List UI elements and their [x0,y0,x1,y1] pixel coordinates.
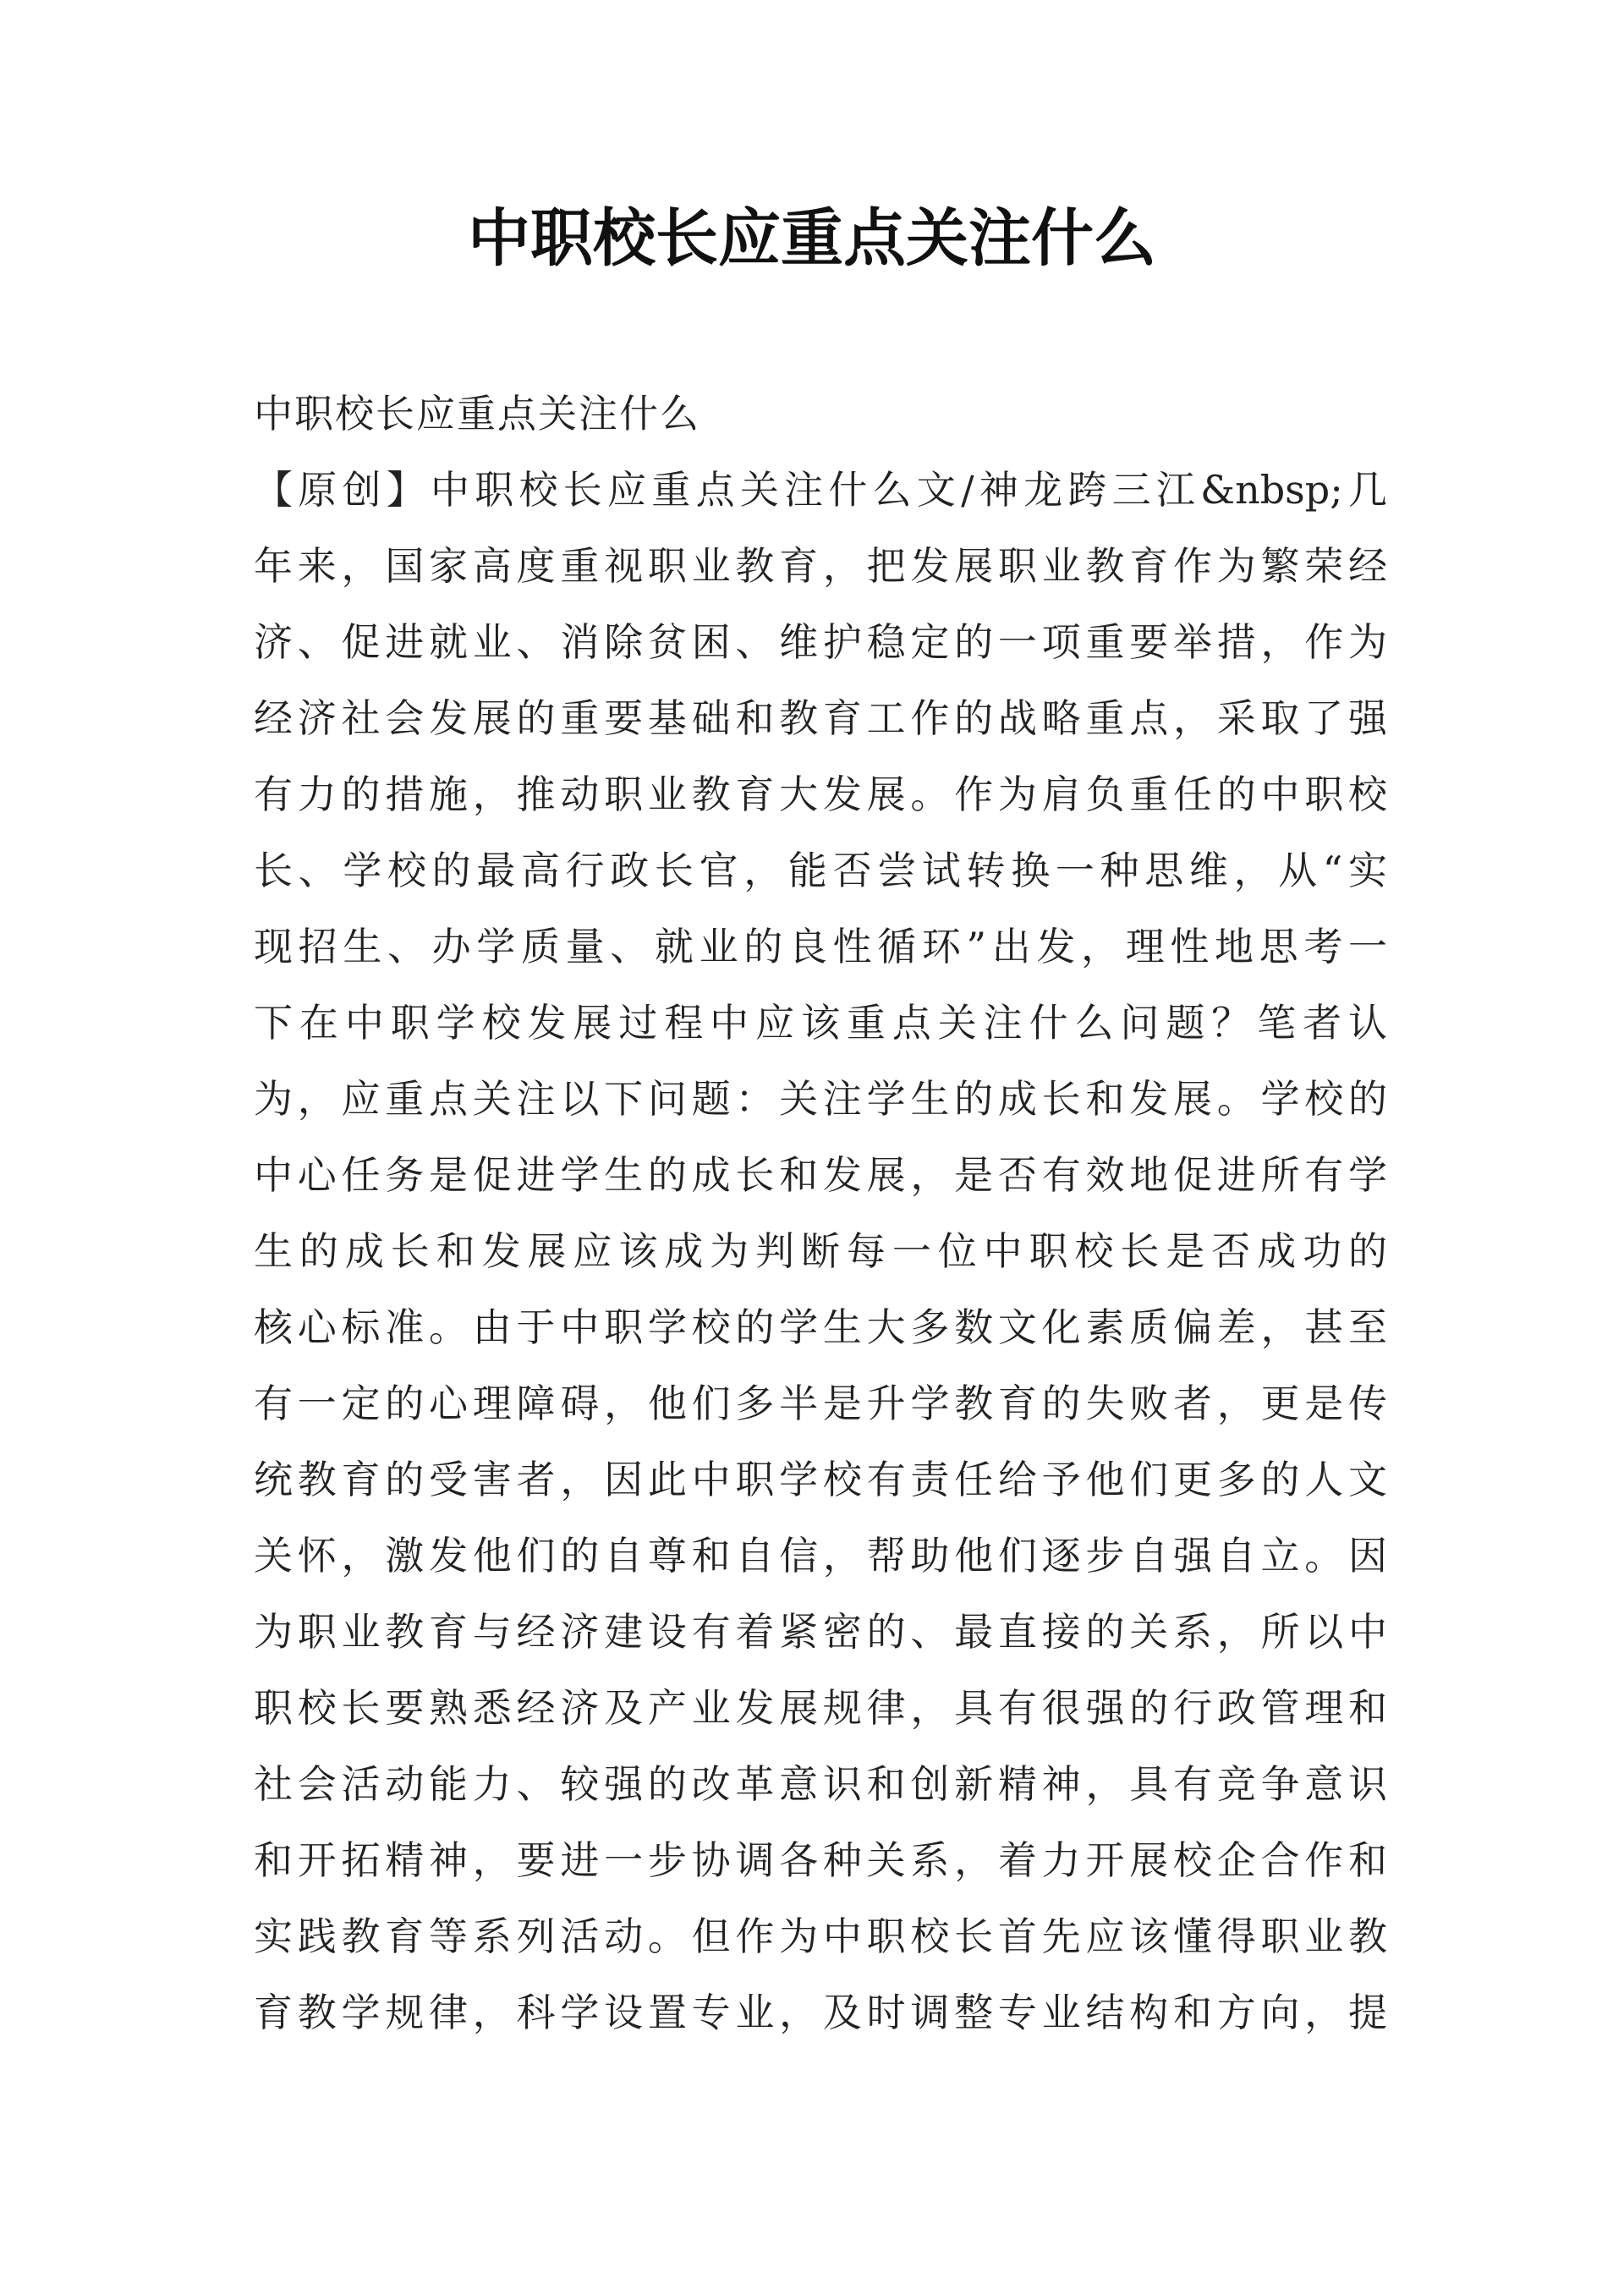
body-line: 济、促进就业、消除贫困、维护稳定的一项重要举措，作为 [254,619,1387,665]
body-line: 和开拓精神，要进一步协调各种关系，着力开展校企合作和 [254,1837,1387,1883]
document-subtitle: 中职校长应重点关注什么 [254,391,700,436]
body-line: 关怀，激发他们的自尊和自信，帮助他们逐步自强自立。因 [254,1533,1387,1578]
body-line: 长、学校的最高行政长官，能否尝试转换一种思维，从“实 [254,848,1387,893]
document-title: 中职校长应重点关注什么 [468,202,1156,275]
body-line: 职校长要熟悉经济及产业发展规律，具有很强的行政管理和 [254,1685,1387,1731]
body-line: 生的成长和发展应该成为判断每一位中职校长是否成功的 [254,1228,1387,1274]
body-line: 有力的措施，推动职业教育大发展。作为肩负重任的中职校 [254,771,1387,817]
body-line: 为职业教育与经济建设有着紧密的、最直接的关系，所以中 [254,1609,1387,1655]
document-body [254,376,1387,2051]
body-line: 育教学规律，科学设置专业，及时调整专业结构和方向，提 [254,1990,1387,2035]
body-line: 有一定的心理障碍，他们多半是升学教育的失败者，更是传 [254,1381,1387,1426]
body-line: 下在中职学校发展过程中应该重点关注什么问题？笔者认 [254,1000,1387,1046]
body-line: 年来，国家高度重视职业教育，把发展职业教育作为繁荣经 [254,543,1387,589]
body-line: 经济社会发展的重要基础和教育工作的战略重点，采取了强 [254,695,1387,741]
body-line: 社会活动能力、较强的改革意识和创新精神，具有竞争意识 [254,1761,1387,1807]
body-line: 为，应重点关注以下问题：关注学生的成长和发展。学校的 [254,1076,1387,1122]
body-line: 核心标准。由于中职学校的学生大多数文化素质偏差，甚至 [254,1304,1387,1350]
body-line: 实践教育等系列活动。但作为中职校长首先应该懂得职业教 [254,1913,1387,1959]
body-line: 现招生、办学质量、就业的良性循环”出发，理性地思考一 [254,924,1387,969]
body-line: 统教育的受害者，因此中职学校有责任给予他们更多的人文 [254,1457,1387,1502]
body-line: 中心任务是促进学生的成长和发展，是否有效地促进所有学 [254,1152,1387,1198]
body-line: 【原创】中职校长应重点关注什么文/神龙跨三江&nbsp;几 [254,467,1387,513]
body-paragraph [254,452,1387,2051]
